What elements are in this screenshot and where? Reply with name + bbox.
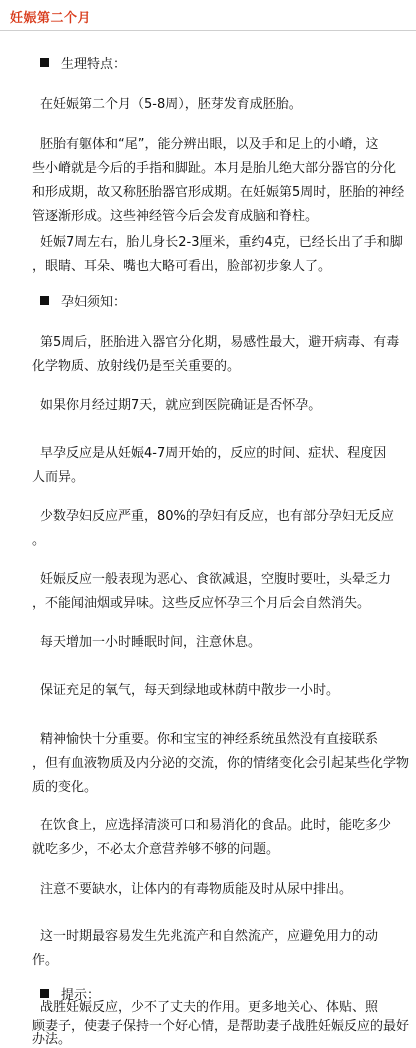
paragraph-line: 在饮食上，应选择清淡可口和易消化的食品。此时，能吃多少 <box>40 818 392 833</box>
paragraph-line: 少数孕妇反应严重，80%的孕妇有反应，也有部分孕妇无反应 <box>40 509 394 524</box>
section-heading-physiology <box>40 55 126 75</box>
paragraph-line: 就吃多少，不必太介意营养够不够的问题。 <box>32 842 280 857</box>
paragraph-line: 第5周后，胚胎进入器官分化期，易感性最大，避开病毒、有毒 <box>40 335 400 350</box>
square-bullet-icon <box>40 296 49 305</box>
page-title: 妊娠第二个月 <box>10 11 92 26</box>
paragraph-line: 如果你月经过期7天，就应到医院确证是否怀孕。 <box>40 398 322 413</box>
paragraph <box>32 231 410 279</box>
paragraph <box>32 133 410 229</box>
paragraph-continuation <box>32 1020 409 1034</box>
section-heading-text: 提示： <box>61 988 101 1003</box>
paragraph-line: 人而异。 <box>32 470 85 485</box>
paragraph-continuation <box>32 1033 71 1047</box>
section-heading-mother-notes <box>40 293 126 313</box>
paragraph-line: 保证充足的氧气，每天到绿地或林荫中散步一小时。 <box>40 683 340 698</box>
paragraph <box>40 631 410 655</box>
paragraph-line: 在妊娠第二个月（5-8周），胚芽发育成胚胎。 <box>40 97 302 112</box>
paragraph-line: 妊娠7周左右，胎儿身长2-3厘米，重约4克，已经长出了手和脚 <box>40 235 403 250</box>
paragraph-line: ，眼睛、耳朵、嘴也大略可看出，脸部初步象人了。 <box>32 259 332 274</box>
paragraph <box>40 996 412 1020</box>
paragraph <box>32 331 410 379</box>
paragraph-line: 管逐渐形成。这些神经管今后会发育成脑和脊柱。 <box>32 209 319 224</box>
paragraph-line: 战胜妊娠反应，少不了丈夫的作用。更多地关心、体贴、照 <box>40 1000 379 1015</box>
square-bullet-icon <box>40 58 49 67</box>
paragraph <box>32 442 410 490</box>
paragraph <box>32 505 410 553</box>
paragraph-line: 这一时期最容易发生先兆流产和自然流产，应避免用力的动 <box>40 929 379 944</box>
paragraph-line: 每天增加一小时睡眠时间，注意休息。 <box>40 635 262 650</box>
section-heading-text: 生理特点： <box>61 57 127 72</box>
paragraph-line: 顾妻子，使妻子保持一个好心情，是帮助妻子战胜妊娠反应的最好 <box>32 1019 410 1034</box>
paragraph-line: ，但有血液物质及内分泌的交流，你的情绪变化会引起某些化学物 <box>32 756 410 771</box>
paragraph <box>32 925 410 973</box>
paragraph <box>32 814 410 862</box>
paragraph-line: 精神愉快十分重要。你和宝宝的神经系统虽然没有直接联系 <box>40 732 379 747</box>
paragraph-line: 和形成期，故又称胚胎器官形成期。在妊娠第5周时，胚胎的神经 <box>32 185 405 200</box>
paragraph-line: 办法。 <box>32 1032 72 1047</box>
paragraph-line: 胚胎有躯体和“尾”，能分辨出眼，以及手和足上的小嵴，这 <box>40 137 379 152</box>
title-bar <box>0 0 416 31</box>
paragraph-line: 质的变化。 <box>32 780 98 795</box>
paragraph <box>32 568 410 616</box>
paragraph <box>32 728 410 800</box>
paragraph <box>40 93 410 117</box>
paragraph <box>40 878 410 902</box>
paragraph-line: 化学物质、放射线仍是至关重要的。 <box>32 359 241 374</box>
paragraph-line: ，不能闻油烟或异味。这些反应怀孕三个月后会自然消失。 <box>32 596 371 611</box>
paragraph-line: 注意不要缺水，让体内的有毒物质能及时从尿中排出。 <box>40 882 353 897</box>
section-heading-text: 孕妇须知： <box>61 295 127 310</box>
paragraph <box>40 679 410 703</box>
paragraph-line: 早孕反应是从妊娠4-7周开始的，反应的时间、症状、程度因 <box>40 446 387 461</box>
paragraph <box>40 394 410 418</box>
paragraph-line: 作。 <box>32 953 59 968</box>
paragraph-line: 些小嵴就是今后的手指和脚趾。本月是胎儿绝大部分器官的分化 <box>32 161 397 176</box>
paragraph-line: 妊娠反应一般表现为恶心、食欲减退，空腹时要吐，头晕乏力 <box>40 572 392 587</box>
paragraph-line: 。 <box>32 533 46 548</box>
